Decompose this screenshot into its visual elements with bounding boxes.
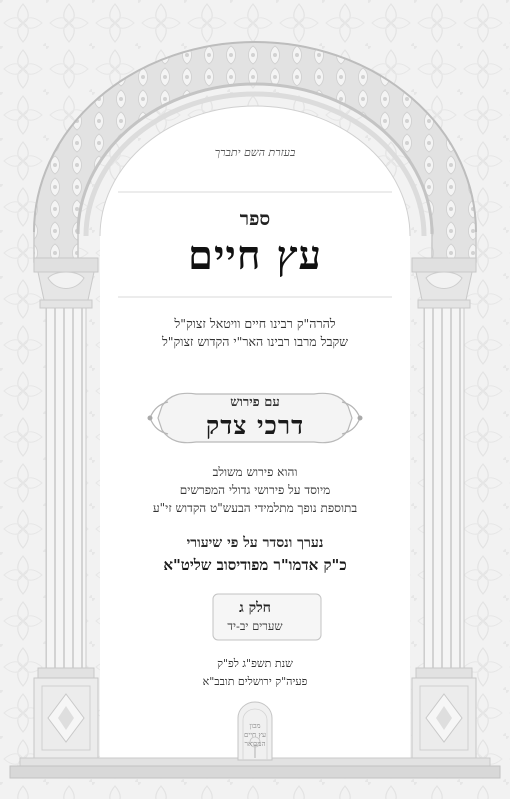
author-line-2: שקבל מרבו רבינו האר"י הקדוש זצוק"ל	[161, 334, 349, 349]
gates-range: שערים יב-יד	[227, 619, 283, 633]
commentary-intro: עם פירוש	[230, 395, 280, 410]
book-title: עץ חיים	[187, 232, 322, 279]
sefer-label: ספר	[239, 208, 271, 230]
author-line-1: להרה"ק רבינו חיים וויטאל זצוק"ל	[174, 316, 336, 331]
publication-year: שנת תשפ"ג לפ"ק	[217, 657, 293, 670]
description-line-1: והוא פירוש משולב	[212, 465, 298, 479]
rebbe-name: כ"ק אדמו"ר מפודיסוב שליט"א	[163, 556, 347, 574]
blessing-text: בעזרת השם יתברך	[214, 146, 296, 159]
logo-line-3: המבואר	[244, 740, 266, 748]
logo-line-1: מכון	[249, 722, 261, 730]
edited-by-text: נערך ונסדר על פי שיעורי	[186, 535, 324, 551]
logo-line-2: עץ חיים	[243, 731, 266, 739]
volume-label: חלק ג	[239, 600, 271, 616]
description-line-3: בתוספת נופך מתלמידי הבעש"ט הקדוש זי"ע	[152, 501, 358, 515]
commentary-title: דרכי צדק	[205, 411, 305, 440]
description-line-2: מיוסד על פירושי גדולי המפרשים	[179, 483, 331, 497]
publication-city: פעיה"ק ירושלים תובב"א	[202, 675, 308, 688]
